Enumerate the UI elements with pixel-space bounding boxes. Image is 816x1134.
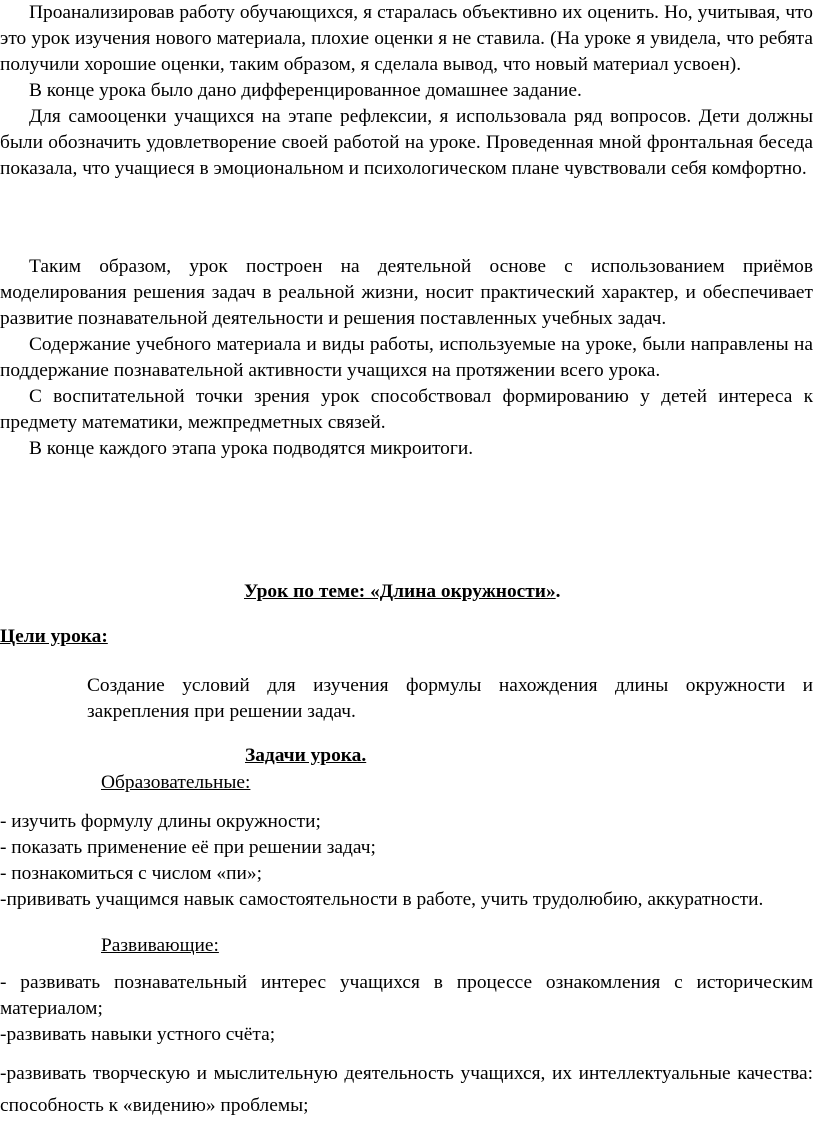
intro-paragraph: Проанализировав работу обучающихся, я старалась объективно их оценить. Но, учитывая, что это урок изучения нового материала, плохие оценки я не ставила. (На уроке я увидела, что ребята получили хорошие оценки, таким образом, я сделала вывод, что новый материал усвоен). (0, 2, 813, 75)
conclusion-paragraph: С воспитательной точки зрения урок способствовал формированию у детей интереса к предмету математики, межпредметных связей. (0, 386, 813, 433)
intro-paragraph: В конце урока было дано дифференцированное домашнее задание. (29, 80, 582, 101)
lesson-title-text: Урок по теме: «Длина окружности» (244, 581, 556, 602)
educational-heading (101, 770, 250, 796)
list-item: - показать применение её при решении задач; (0, 837, 376, 858)
tasks-heading (245, 743, 366, 769)
developing-heading-text: Развивающие: (101, 935, 219, 956)
list-item: -развивать навыки устного счёта; (0, 1024, 276, 1045)
intro-section (0, 0, 813, 182)
tasks-heading-text: Задачи урока. (245, 745, 367, 766)
lesson-title-period: . (555, 581, 561, 602)
goals-text: Создание условий для изучения формулы нахождения длины окружности и закрепления при решении задач. (87, 675, 813, 722)
list-item: - познакомиться с числом «пи»; (0, 863, 262, 884)
list-item: -развивать творческую и мыслительную деятельность учащихся, их интеллектуальные качества: способность к «видению» проблемы; (0, 1063, 813, 1116)
intro-paragraph: Для самооценки учащихся на этапе рефлексии, я использовала ряд вопросов. Дети должны были обозначить удовлетворение своей работой на уроке. Проведенная мной фронтальная беседа показала, что учащиеся в эмоциональном и психологическом плане чувствовали себя комфортно. (0, 106, 813, 179)
developing-list (0, 970, 813, 1122)
conclusion-paragraph: Содержание учебного материала и виды работы, используемые на уроке, были направлены на поддержание познавательной активности учащихся на протяжении всего урока. (0, 334, 813, 381)
list-item: - развивать познавательный интерес учащихся в процессе ознакомления с историческим материалом; (0, 972, 813, 1019)
educational-heading-text: Образовательные: (101, 772, 251, 793)
conclusion-paragraph: В конце каждого этапа урока подводятся микроитоги. (29, 438, 474, 459)
list-item: - изучить формулу длины окружности; (0, 811, 321, 832)
conclusion-paragraph: Таким образом, урок построен на деятельной основе с использованием приёмов моделирования решения задач в реальной жизни, носит практический характер, и обеспечивает развитие познавательной деятельности и решения поставленных учебных задач. (0, 256, 813, 329)
goals-heading (0, 624, 813, 650)
educational-list (0, 809, 813, 913)
goals-heading-text: Цели урока: (0, 626, 108, 647)
conclusion-section (0, 254, 813, 462)
goals-body (87, 673, 813, 725)
lesson-title (244, 579, 561, 605)
list-item: -прививать учащимся навык самостоятельности в работе, учить трудолюбию, аккуратности. (0, 889, 764, 910)
developing-heading (101, 933, 219, 959)
